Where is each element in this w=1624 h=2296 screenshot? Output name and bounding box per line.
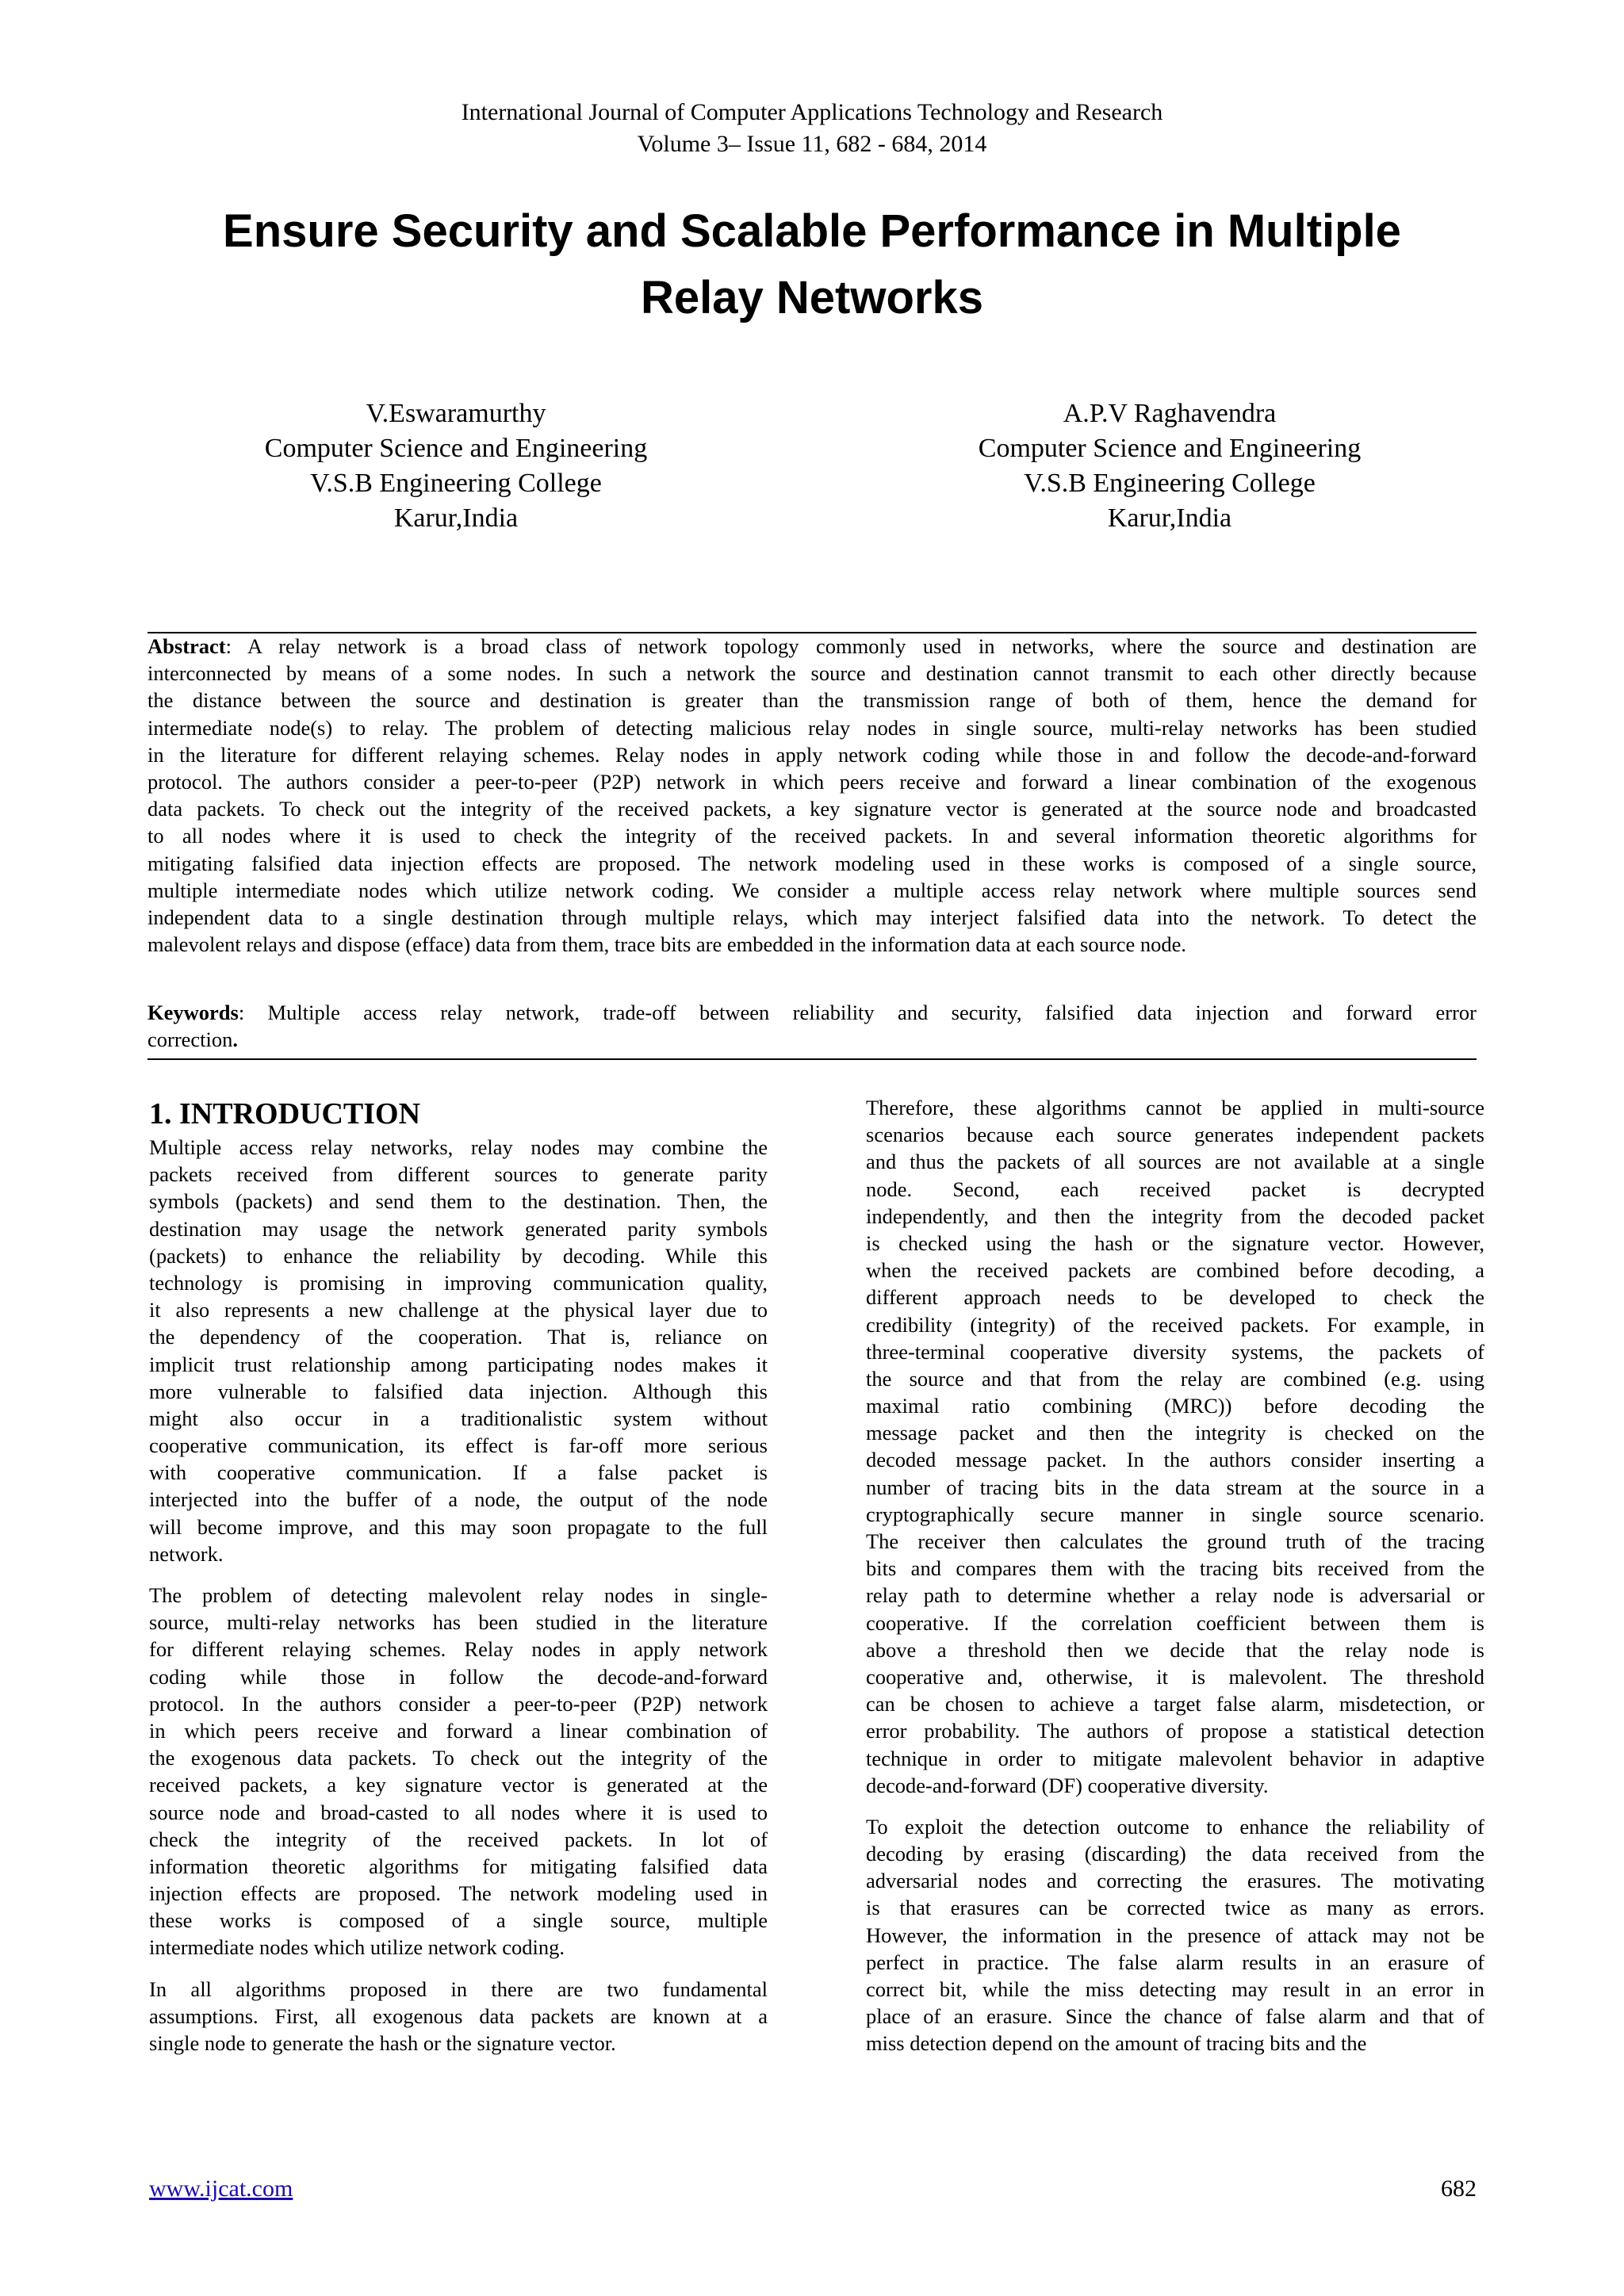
paragraph-gap (149, 1961, 768, 1976)
text-line: cooperative. If the correlation coefficient between them is (866, 1610, 1484, 1635)
text-line: single node to generate the hash or the signature vector. (149, 2031, 616, 2055)
text-line: is that erasures can be corrected twice as many as errors. (866, 1896, 1484, 1920)
author-college: V.S.B Engineering College (1024, 469, 1316, 498)
right-column (866, 1094, 1484, 2057)
text-line: technology is promising in improving communication quality, (149, 1270, 768, 1295)
abstract-line: data packets. To check out the integrity of the received packets, a key signature vector is generated at the source node and broadcasted (147, 797, 1477, 821)
text-line: check the integrity of the received packets. In lot of (149, 1827, 768, 1851)
text-line: error probability. The authors of propose a statistical detection (866, 1719, 1484, 1743)
text-line: in which peers receive and forward a linear combination of (149, 1718, 768, 1743)
text-line: node. Second, each received packet is decrypted (866, 1177, 1484, 1201)
text-line: maximal ratio combining (MRC)) before decoding the (866, 1394, 1484, 1418)
text-line: will become improve, and this may soon propagate to the full (149, 1514, 768, 1539)
text-line: The problem of detecting malevolent relay nodes in single- (149, 1583, 768, 1607)
text-line: bits and compares them with the tracing bits received from the (866, 1556, 1484, 1581)
abstract-line: protocol. The authors consider a peer-to-peer (P2P) network in which peers receive and forward a linear combination of the exogenous (147, 769, 1477, 794)
text-line: with cooperative communication. If a false packet is (149, 1460, 768, 1485)
text-line: more vulnerable to falsified data injection. Although this (149, 1379, 768, 1403)
text-line: source, multi-relay networks has been studied in the literature (149, 1610, 768, 1635)
text-line: the source and that from the relay are combined (e.g. using (866, 1366, 1484, 1391)
abstract-label: Abstract (147, 634, 226, 658)
journal-website-link[interactable]: www.ijcat.com (149, 2175, 293, 2202)
author-location: Karur,India (1107, 503, 1232, 533)
keywords-line: Keywords: Multiple access relay network, trade-off between reliability and security, falsified data injection and forward error (147, 1001, 1477, 1024)
text-line: decoded message packet. In the authors consider inserting a (866, 1448, 1484, 1472)
text-line: three-terminal cooperative diversity systems, the packets of (866, 1339, 1484, 1364)
paper-title-line: Relay Networks (641, 272, 983, 323)
abstract-line: the distance between the source and destination is greater than the transmission range of both of them, hence the demand for (147, 688, 1477, 713)
text-line: In all algorithms proposed in there are two fundamental (149, 1976, 768, 2001)
text-line: interjected into the buffer of a node, the output of the node (149, 1487, 768, 1512)
section-heading: 1. INTRODUCTION (149, 1097, 421, 1131)
paragraph (149, 1582, 768, 1961)
paragraph-gap (866, 1799, 1484, 1813)
author-dept: Computer Science and Engineering (978, 434, 1362, 463)
journal-volume: Volume 3– Issue 11, 682 - 684, 2014 (637, 131, 987, 157)
keywords (147, 999, 1477, 1053)
keywords-line: correction. (147, 1027, 239, 1052)
text-line: above a threshold then we decide that the relay node is (866, 1637, 1484, 1662)
text-line: assumptions. First, all exogenous data packets are known at a (149, 2003, 768, 2028)
text-line: cooperative and, otherwise, it is malevolent. The threshold (866, 1664, 1484, 1689)
abstract-line: independent data to a single destination through multiple relays, which may interject falsified data into the network. To detect the (147, 905, 1477, 929)
abstract-line: Abstract: A relay network is a broad class of network topology commonly used in networks, where the source and destination are (147, 634, 1477, 658)
text-line: decoding by erasing (discarding) the data received from the (866, 1842, 1484, 1866)
text-line: Therefore, these algorithms cannot be applied in multi-source (866, 1096, 1484, 1119)
text-line: technique in order to mitigate malevolent behavior in adaptive (866, 1746, 1484, 1770)
author-location: Karur,India (393, 503, 519, 533)
text-line: cooperative communication, its effect is far-off more serious (149, 1433, 768, 1458)
paper-title (143, 198, 1481, 331)
text-line: coding while those in follow the decode-and-forward (149, 1664, 768, 1689)
text-line: protocol. In the authors consider a peer-to-peer (P2P) network (149, 1691, 768, 1716)
keywords-label: Keywords (147, 1001, 239, 1024)
text-line: when the received packets are combined before decoding, a (866, 1258, 1484, 1283)
paragraph-gap (149, 1567, 768, 1582)
text-line: number of tracing bits in the data stream at the source in a (866, 1475, 1484, 1499)
text-line: relay path to determine whether a relay node is adversarial or (866, 1583, 1484, 1608)
abstract (147, 633, 1477, 958)
paper-title-line: Ensure Security and Scalable Performance in Multiple (223, 205, 1401, 257)
abstract-line: intermediate node(s) to relay. The problem of detecting malicious relay nodes in single source, multi-relay networks has been studied (147, 715, 1477, 740)
text-line: symbols (packets) and send them to the destination. Then, the (149, 1189, 768, 1214)
text-line: intermediate nodes which utilize network coding. (149, 1935, 565, 1960)
text-line: (packets) to enhance the reliability by decoding. While this (149, 1243, 768, 1268)
text-line: these works is composed of a single source, multiple (149, 1908, 768, 1933)
page-number: 682 (1441, 2175, 1477, 2202)
text-line: The receiver then calculates the ground truth of the tracing (866, 1529, 1484, 1553)
text-line: and thus the packets of all sources are not available at a single (866, 1150, 1484, 1174)
text-line: scenarios because each source generates independent packets (866, 1123, 1484, 1147)
paragraph (149, 1134, 768, 1567)
abstract-line: in the literature for different relaying schemes. Relay nodes in apply network coding while those in and follow the decode-and-forward (147, 742, 1477, 767)
text-line: implicit trust relationship among participating nodes makes it (149, 1352, 768, 1376)
author-name: A.P.V Raghavendra (1063, 399, 1277, 428)
text-line: the exogenous data packets. To check out the integrity of the (149, 1746, 768, 1770)
author-dept: Computer Science and Engineering (264, 434, 648, 463)
text-line: correct bit, while the miss detecting may result in an error in (866, 1977, 1484, 2001)
paragraph (866, 1094, 1484, 1799)
text-line: source node and broad-casted to all nodes where it is used to (149, 1800, 768, 1824)
author-block-1 (202, 396, 710, 536)
text-line: To exploit the detection outcome to enhance the reliability of (866, 1814, 1484, 1839)
text-line: independently, and then the integrity from the decoded packet (866, 1203, 1484, 1228)
text-line: However, the information in the presence of attack may not be (866, 1923, 1484, 1947)
abstract-line: mitigating falsified data injection effects are proposed. The network modeling used in these works is composed of a single source, (147, 851, 1477, 875)
text-line: it also represents a new challenge at the physical layer due to (149, 1298, 768, 1322)
text-line: for different relaying schemes. Relay nodes in apply network (149, 1637, 768, 1662)
paragraph (866, 1813, 1484, 2057)
text-line: network. (149, 1541, 224, 1566)
author-name: V.Eswaramurthy (366, 399, 546, 428)
text-line: packets received from different sources to generate parity (149, 1162, 768, 1187)
text-line: miss detection depend on the amount of tracing bits and the (866, 2031, 1367, 2056)
abstract-line: interconnected by means of a some nodes. In such a network the source and destination cannot transmit to each other directly because (147, 661, 1477, 686)
journal-name: International Journal of Computer Applications Technology and Research (461, 99, 1163, 125)
text-line: might also occur in a traditionalistic system without (149, 1406, 768, 1430)
text-line: credibility (integrity) of the received packets. For example, in (866, 1312, 1484, 1337)
text-line: injection effects are proposed. The network modeling used in (149, 1881, 768, 1906)
text-line: message packet and then the integrity is checked on the (866, 1421, 1484, 1445)
text-line: received packets, a key signature vector is generated at the (149, 1773, 768, 1797)
abstract-line: malevolent relays and dispose (efface) data from them, trace bits are embedded in the information data at each source node. (147, 932, 1186, 957)
text-line: decode-and-forward (DF) cooperative diversity. (866, 1773, 1269, 1797)
left-column (149, 1094, 768, 2057)
text-line: adversarial nodes and correcting the erasures. The motivating (866, 1869, 1484, 1893)
author-block-2 (916, 396, 1423, 536)
abstract-line: to all nodes where it is used to check the integrity of the received packets. In and several information theoretic algorithms for (147, 824, 1477, 848)
author-college: V.S.B Engineering College (310, 469, 602, 498)
text-line: different approach needs to be developed to check the (866, 1285, 1484, 1310)
text-line: perfect in practice. The false alarm results in an erasure of (866, 1950, 1484, 1974)
paragraph (149, 1976, 768, 2057)
text-line: Multiple access relay networks, relay nodes may combine the (149, 1135, 768, 1159)
abstract-bottom-rule (147, 1058, 1477, 1060)
text-line: cryptographically secure manner in single source scenario. (866, 1502, 1484, 1526)
text-line: can be chosen to achieve a target false alarm, misdetection, or (866, 1692, 1484, 1716)
text-line: the dependency of the cooperation. That is, reliance on (149, 1325, 768, 1349)
text-line: is checked using the hash or the signature vector. However, (866, 1230, 1484, 1255)
abstract-line: multiple intermediate nodes which utilize network coding. We consider a multiple access relay network where multiple sources send (147, 878, 1477, 902)
text-line: place of an erasure. Since the chance of false alarm and that of (866, 2004, 1484, 2029)
text-line: information theoretic algorithms for mitigating falsified data (149, 1854, 768, 1878)
text-line: destination may usage the network generated parity symbols (149, 1216, 768, 1241)
